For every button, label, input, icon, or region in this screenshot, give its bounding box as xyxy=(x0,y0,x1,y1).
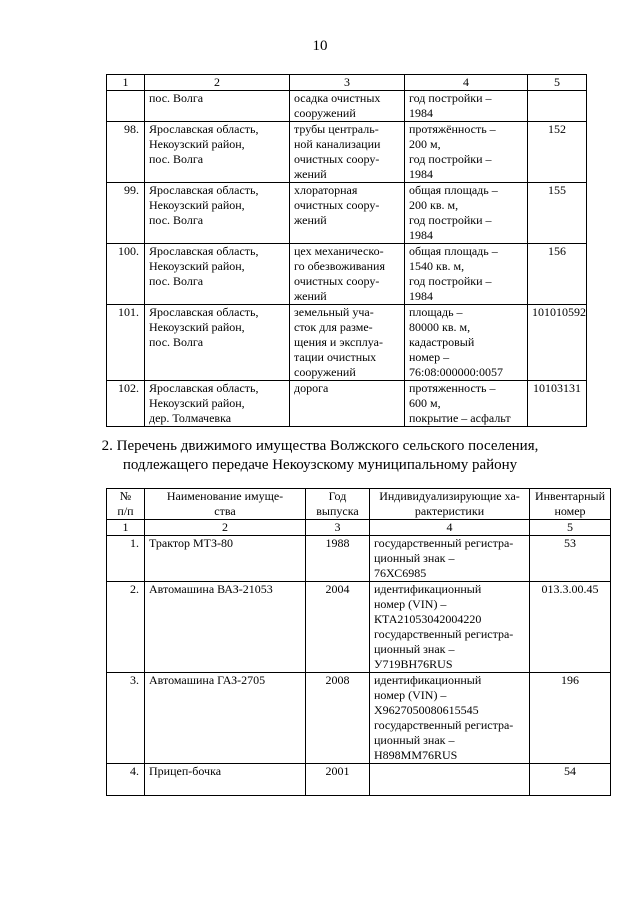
item-name-cell: Автомашина ГАЗ-2705 xyxy=(145,673,306,764)
table-row xyxy=(107,673,611,764)
inventory-number-cell: 013.3.00.45 xyxy=(530,582,611,673)
column-number: 3 xyxy=(306,520,370,536)
object-name-cell: трубы централь- ной канализации очистных соору- жений xyxy=(290,122,405,183)
characteristics-cell: идентификационный номер (VIN) – Х9627050080615545 государственный регистра- ционный знак – Н898ММ76RUS xyxy=(370,673,530,764)
table-row xyxy=(107,244,587,305)
column-number: 3 xyxy=(290,75,405,91)
row-number: 99. xyxy=(107,183,145,244)
immovable-property-table xyxy=(106,74,587,427)
characteristics-cell: государственный регистра- ционный знак – 76ХС6985 xyxy=(370,536,530,582)
characteristics-cell: общая площадь – 200 кв. м, год постройки – 1984 xyxy=(405,183,528,244)
header-cell: Наименование имуще- ства xyxy=(145,489,306,520)
column-number: 4 xyxy=(405,75,528,91)
row-number: 102. xyxy=(107,381,145,427)
header-cell: Индивидуализирующие ха- рактеристики xyxy=(370,489,530,520)
item-name-cell: Автомашина ВАЗ-21053 xyxy=(145,582,306,673)
inventory-number-cell: 152 xyxy=(528,122,587,183)
movable-property-table xyxy=(106,488,611,796)
object-name-cell: цех механическо- го обезвоживания очистных соору- жений xyxy=(290,244,405,305)
section-heading xyxy=(0,437,640,475)
characteristics-cell: протяжённость – 200 м, год постройки – 1984 xyxy=(405,122,528,183)
column-number-row xyxy=(107,75,587,91)
address-cell: пос. Волга xyxy=(145,91,290,122)
column-number: 1 xyxy=(107,75,145,91)
row-number: 1. xyxy=(107,536,145,582)
characteristics-cell xyxy=(370,764,530,796)
address-cell: Ярославская область, Некоузский район, пос. Волга xyxy=(145,244,290,305)
address-cell: Ярославская область, Некоузский район, пос. Волга xyxy=(145,305,290,381)
item-name-cell: Прицеп-бочка xyxy=(145,764,306,796)
column-number-row xyxy=(107,520,611,536)
characteristics-cell: год постройки – 1984 xyxy=(405,91,528,122)
inventory-number-cell xyxy=(528,91,587,122)
object-name-cell: земельный уча- сток для разме- щения и эксплуа- тации очистных сооружений xyxy=(290,305,405,381)
inventory-number-cell: 101010592 xyxy=(528,305,587,381)
row-number: 98. xyxy=(107,122,145,183)
inventory-number-cell: 155 xyxy=(528,183,587,244)
row-number: 101. xyxy=(107,305,145,381)
characteristics-cell: протяженность – 600 м, покрытие – асфальт xyxy=(405,381,528,427)
address-cell: Ярославская область, Некоузский район, дер. Толмачевка xyxy=(145,381,290,427)
characteristics-cell: общая площадь – 1540 кв. м, год постройки – 1984 xyxy=(405,244,528,305)
object-name-cell: дорога xyxy=(290,381,405,427)
table-row xyxy=(107,305,587,381)
year-cell: 1988 xyxy=(306,536,370,582)
row-number: 4. xyxy=(107,764,145,796)
year-cell: 2001 xyxy=(306,764,370,796)
table-row xyxy=(107,582,611,673)
inventory-number-cell: 10103131 xyxy=(528,381,587,427)
table-row xyxy=(107,122,587,183)
header-cell: № п/п xyxy=(107,489,145,520)
header-cell: Инвентарный номер xyxy=(530,489,611,520)
section-heading-line1: 2. Перечень движимого имущества Волжского сельского поселения, xyxy=(101,438,539,454)
year-cell: 2008 xyxy=(306,673,370,764)
column-number: 5 xyxy=(530,520,611,536)
column-number: 4 xyxy=(370,520,530,536)
inventory-number-cell: 156 xyxy=(528,244,587,305)
item-name-cell: Трактор МТЗ-80 xyxy=(145,536,306,582)
row-number xyxy=(107,91,145,122)
year-cell: 2004 xyxy=(306,582,370,673)
table-row xyxy=(107,183,587,244)
characteristics-cell: площадь – 80000 кв. м, кадастровый номер – 76:08:000000:0057 xyxy=(405,305,528,381)
inventory-number-cell: 53 xyxy=(530,536,611,582)
table-row xyxy=(107,764,611,796)
row-number: 2. xyxy=(107,582,145,673)
column-number: 5 xyxy=(528,75,587,91)
table-row xyxy=(107,536,611,582)
inventory-number-cell: 196 xyxy=(530,673,611,764)
column-number: 2 xyxy=(145,520,306,536)
inventory-number-cell: 54 xyxy=(530,764,611,796)
column-number: 2 xyxy=(145,75,290,91)
characteristics-cell: идентификационный номер (VIN) – КТА21053042004220 государственный регистра- ционный знак – У719ВН76RUS xyxy=(370,582,530,673)
object-name-cell: хлораторная очистных соору- жений xyxy=(290,183,405,244)
header-cell: Год выпуска xyxy=(306,489,370,520)
section-heading-line2: подлежащего передаче Некоузскому муниципальному району xyxy=(122,457,518,473)
page-number: 10 xyxy=(312,38,328,54)
row-number: 100. xyxy=(107,244,145,305)
row-number: 3. xyxy=(107,673,145,764)
table-row xyxy=(107,381,587,427)
address-cell: Ярославская область, Некоузский район, пос. Волга xyxy=(145,183,290,244)
address-cell: Ярославская область, Некоузский район, пос. Волга xyxy=(145,122,290,183)
object-name-cell: осадка очистных сооружений xyxy=(290,91,405,122)
column-number: 1 xyxy=(107,520,145,536)
header-row xyxy=(107,489,611,520)
table-row xyxy=(107,91,587,122)
